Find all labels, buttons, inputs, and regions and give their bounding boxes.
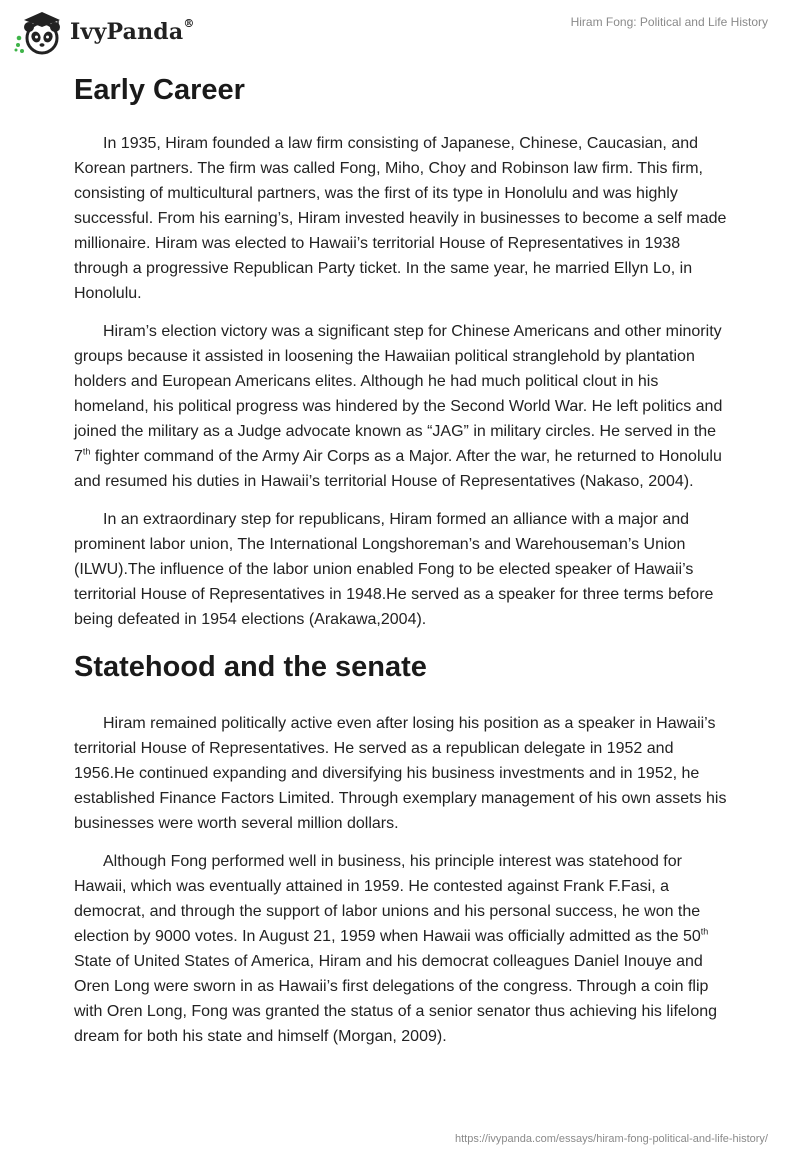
page-header [0,0,800,60]
paragraph: Hiram remained politically active even after losing his position as a speaker in Hawaii’s territorial House of Representatives. He served as a republican delegate in 1952 and 1956.He continued expanding and diversifying his business investments and in 1952, he established Finance Factors Limited. Through exemplary management of his own assets his businesses were worth several million dollars. [74,715,727,832]
paragraph: In an extraordinary step for republicans, Hiram formed an alliance with a major and prominent labor union, The International Longshoreman’s and Warehouseman’s Union (ILWU).The influence of the labor union enabled Fong to be elected speaker of Hawaii’s territorial House of Representatives in 1948.He served as a speaker for three terms before being defeated in 1954 elections (Arakawa,2004). [74,511,714,628]
essay-content [74,68,734,1062]
document-title: Hiram Fong: Political and Life History [570,15,768,29]
source-url-link[interactable]: https://ivypanda.com/essays/hiram-fong-political-and-life-history/ [454,1133,768,1145]
section-heading-statehood: Statehood and the senate [74,651,427,683]
ivypanda-logo[interactable] [14,8,195,56]
paragraph: In 1935, Hiram founded a law firm consisting of Japanese, Chinese, Caucasian, and Korean partners. The firm was called Fong, Miho, Choy and Robinson law firm. This firm, consisting of multicultural partners, was the first of its type in Honolulu and was highly successful. From his earning’s, Hiram invested heavily in businesses to become a self made millionaire. Hiram was elected to Hawaii’s territorial House of Representatives in 1938 through a progressive Republican Party ticket. In the same year, he married Ellyn Lo, in Honolulu. [74,135,727,302]
panda-graduate-icon [14,8,66,56]
logo-text: IvyPanda® [70,17,195,45]
paragraph: Hiram’s election victory was a significant step for Chinese Americans and other minority groups because it assisted in loosening the Hawaiian political stranglehold by plantation holders and European Americans elites. Although he had much political clout in his homeland, his political progress was hindered by the Second World War. He left politics and joined the military as a Judge advocate known as “JAG” in military circles. He served in the 7th fighter command of the Army Air Corps as a Major. After the war, he returned to Honolulu and resumed his duties in Hawaii’s territorial House of Representatives (Nakaso, 2004). [74,323,723,490]
section-heading-early-career: Early Career [74,74,245,106]
paragraph: Although Fong performed well in business, his principle interest was statehood for Hawaii, which was eventually attained in 1959. He contested against Frank F.Fasi, a democrat, and through the support of labor unions and his personal success, he won the election by 9000 votes. In August 21, 1959 when Hawaii was officially admitted as the 50th State of United States of America, Hiram and his democrat colleagues Daniel Inouye and Oren Long were sworn in as Hawaii’s first delegations of the congress. Through a coin flip with Oren Long, Fong was granted the status of a senior senator thus achieving his lifelong dream for both his state and himself (Morgan, 2009). [74,853,718,1045]
